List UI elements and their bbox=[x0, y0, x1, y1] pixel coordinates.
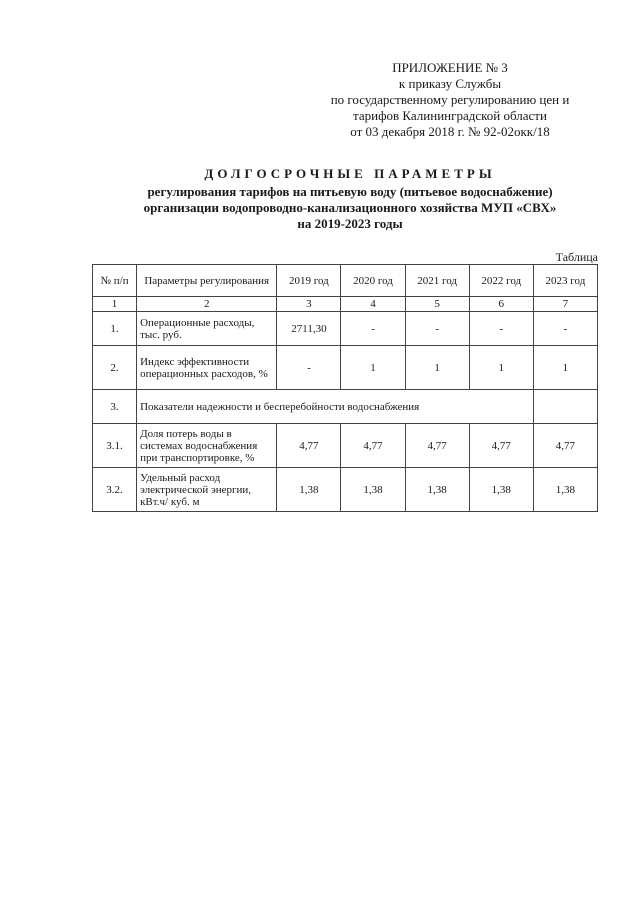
row-parameter: Доля потерь воды в системах водоснабжения при транспортировке, % bbox=[137, 424, 277, 468]
row-parameter: Индекс эффективности операционных расходов, % bbox=[137, 346, 277, 390]
row-number: 3.1. bbox=[93, 424, 137, 468]
column-number: 1 bbox=[93, 297, 137, 312]
row-value: 4,77 bbox=[469, 424, 533, 468]
row-value: - bbox=[341, 312, 405, 346]
table-header-row bbox=[93, 265, 598, 297]
row-value: 1 bbox=[469, 346, 533, 390]
row-value: 4,77 bbox=[277, 424, 341, 468]
row-value: 4,77 bbox=[533, 424, 597, 468]
table-row bbox=[93, 346, 598, 390]
table-row bbox=[93, 390, 598, 424]
row-parameter: Удельный расход электрической энергии, кВт.ч/ куб. м bbox=[137, 468, 277, 512]
row-parameter: Операционные расходы, тыс. руб. bbox=[137, 312, 277, 346]
row-parameter: Показатели надежности и бесперебойности водоснабжения bbox=[137, 390, 534, 424]
appendix-line: тарифов Калининградской области bbox=[353, 108, 547, 123]
table-row bbox=[93, 424, 598, 468]
row-value: 1,38 bbox=[341, 468, 405, 512]
row-value: 4,77 bbox=[341, 424, 405, 468]
header-parameters: Параметры регулирования bbox=[137, 265, 277, 297]
table-label: Таблица bbox=[555, 250, 598, 264]
row-value: 2711,30 bbox=[277, 312, 341, 346]
column-number: 6 bbox=[469, 297, 533, 312]
appendix-line: по государственному регулированию цен и bbox=[330, 92, 570, 107]
column-number: 4 bbox=[341, 297, 405, 312]
row-value: 1 bbox=[341, 346, 405, 390]
appendix-line: от 03 декабря 2018 г. № 92-02окк/18 bbox=[350, 124, 550, 139]
row-number: 3. bbox=[93, 390, 137, 424]
row-value: 1,38 bbox=[469, 468, 533, 512]
row-value: - bbox=[405, 312, 469, 346]
column-number: 7 bbox=[533, 297, 597, 312]
row-value-empty bbox=[533, 390, 597, 424]
header-no: № п/п bbox=[93, 265, 137, 297]
appendix-header bbox=[300, 60, 600, 140]
title-line: на 2019-2023 годы bbox=[297, 216, 403, 231]
row-value: - bbox=[533, 312, 597, 346]
row-value: 1 bbox=[405, 346, 469, 390]
row-number: 3.2. bbox=[93, 468, 137, 512]
column-number: 3 bbox=[277, 297, 341, 312]
header-2021: 2021 год bbox=[405, 265, 469, 297]
table-row bbox=[93, 468, 598, 512]
title-heading: ДОЛГОСРОЧНЫЕ ПАРАМЕТРЫ bbox=[204, 166, 496, 181]
parameters-table bbox=[92, 264, 598, 512]
header-2020: 2020 год bbox=[341, 265, 405, 297]
table-row bbox=[93, 312, 598, 346]
row-value: - bbox=[277, 346, 341, 390]
row-value: 1,38 bbox=[533, 468, 597, 512]
row-value: 1 bbox=[533, 346, 597, 390]
row-number: 1. bbox=[93, 312, 137, 346]
row-value: - bbox=[469, 312, 533, 346]
appendix-line: к приказу Службы bbox=[398, 76, 502, 91]
appendix-line: ПРИЛОЖЕНИЕ № 3 bbox=[392, 60, 508, 75]
column-numbers-row bbox=[93, 297, 598, 312]
document-title bbox=[90, 166, 610, 232]
header-2023: 2023 год bbox=[533, 265, 597, 297]
column-number: 2 bbox=[137, 297, 277, 312]
header-2022: 2022 год bbox=[469, 265, 533, 297]
row-number: 2. bbox=[93, 346, 137, 390]
column-number: 5 bbox=[405, 297, 469, 312]
row-value: 1,38 bbox=[405, 468, 469, 512]
row-value: 1,38 bbox=[277, 468, 341, 512]
title-line: организации водопроводно-канализационного хозяйства МУП «СВХ» bbox=[143, 200, 557, 215]
title-line: регулирования тарифов на питьевую воду (питьевое водоснабжение) bbox=[147, 184, 553, 199]
row-value: 4,77 bbox=[405, 424, 469, 468]
header-2019: 2019 год bbox=[277, 265, 341, 297]
